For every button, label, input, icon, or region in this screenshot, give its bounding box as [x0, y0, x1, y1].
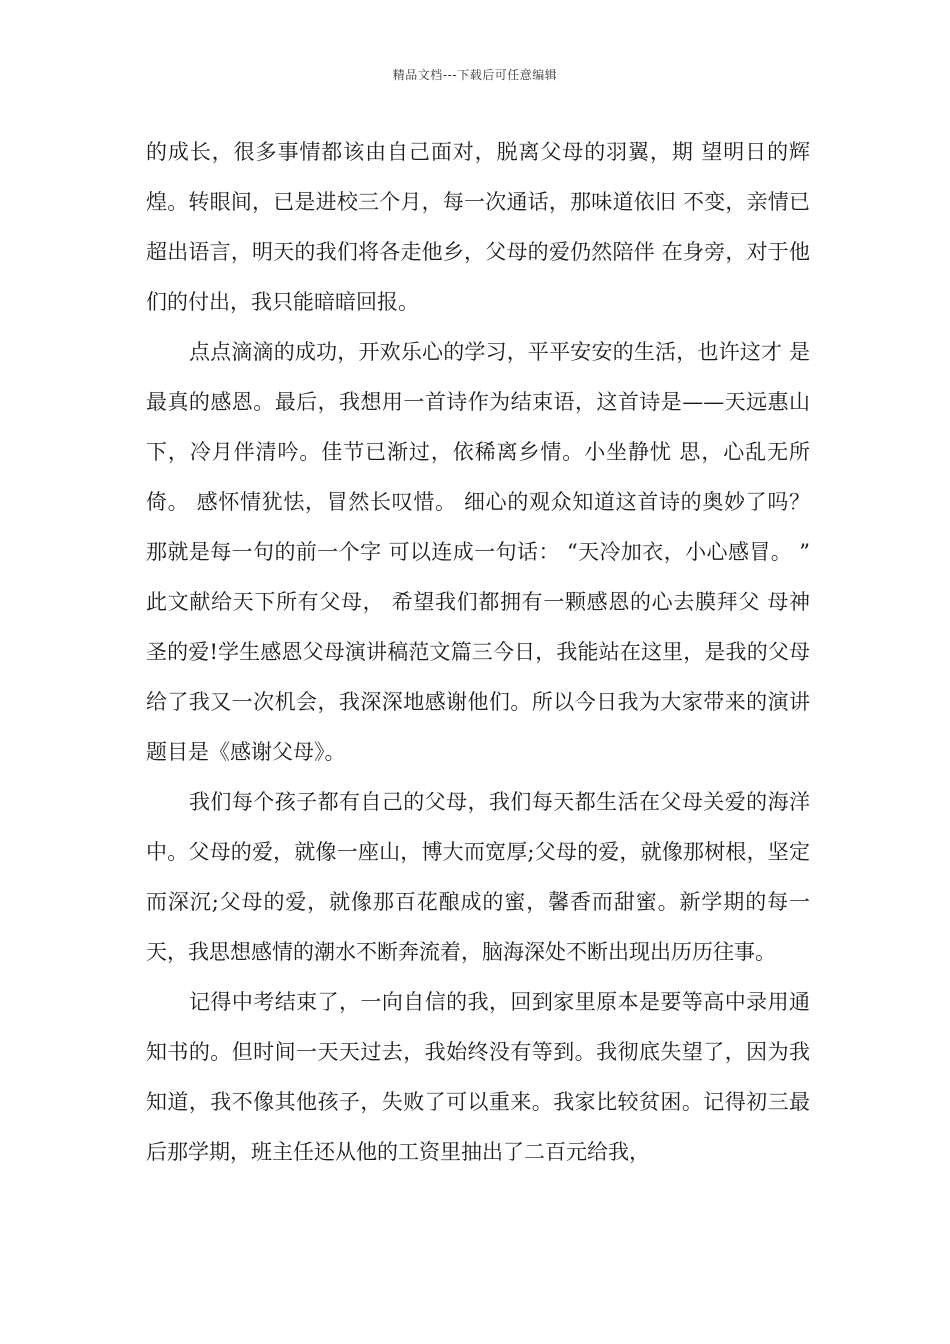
paragraph-4: 记得中考结束了，一向自信的我，回到家里原本是要等高中录用通知书的。但时间一天天过去，我始终没有等到。我彻底失望了，因为我知道，我不像其他孩子，失败了可以重来。我家比较贫困。记得初三最后那学期，班主任还从他的工资里抽出了二百元给我，	[146, 990, 810, 1164]
document-body	[146, 127, 810, 1177]
page-header: 精品文档---下载后可任意编辑	[392, 68, 558, 82]
paragraph-3: 我们每个孩子都有自己的父母，我们每天都生活在父母关爱的海洋中。父母的爱，就像一座山，博大而宽厚;父母的爱，就像那树根，坚定而深沉;父母的爱，就像那百花酿成的蜜，馨香而甜蜜。新学期的每一天，我思想感情的潮水不断奔流着，脑海深处不断出现出历历往事。	[146, 790, 810, 964]
paragraph-2: 点点滴滴的成功，开欢乐心的学习，平平安安的生活，也许这才 是最真的感恩。最后，我想用一首诗作为结束语，这首诗是——天远惠山下，冷月伴清吟。佳节已渐过，依稀离乡情。小坐静忧 思，心乱无所倚。 感怀情犹怯，冒然长叹惜。 细心的观众知道这首诗的奥妙了吗？那就是每一句的前一个字 可以连成一句话： “天冷加衣，小心感冒。 ” 此文献给天下所有父母， 希望我们都拥有一颗感恩的心去膜拜父 母神圣的爱!学生感恩父母演讲稿范文篇三今日，我能站在这里，是我的父母给了我又一次机会，我深深地感谢他们。所以今日我为大家带来的演讲题目是《感谢父母》。	[146, 340, 810, 764]
paragraph-1: 的成长，很多事情都该由自己面对，脱离父母的羽翼，期 望明日的辉煌。转眼间，已是进校三个月，每一次通话，那味道依旧 不变，亲情已超出语言，明天的我们将各走他乡，父母的爱仍然陪伴 在身旁，对于他们的付出，我只能暗暗回报。	[146, 140, 810, 314]
